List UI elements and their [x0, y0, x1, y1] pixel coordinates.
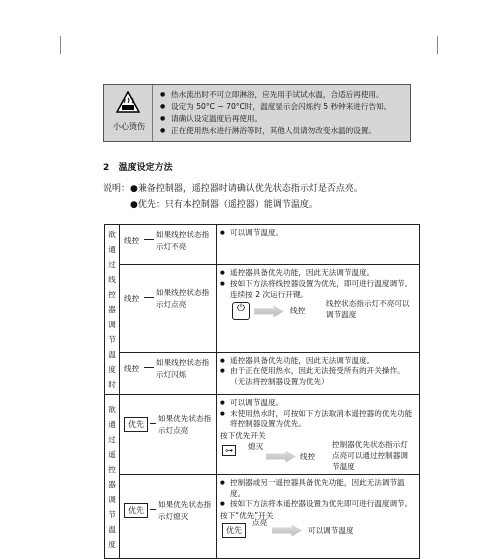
- crop-mark-right: [437, 36, 438, 54]
- action-extra: 按下“优先”开关: [220, 510, 274, 520]
- mode-cond: 如果优先状态指示灯点亮: [158, 414, 212, 435]
- mode-cell: [120, 265, 217, 352]
- action-item: ● 由于正在使用热水，因此无法接受所有的开关操作。（无法将控制器设置为优先）: [220, 366, 416, 387]
- mode-ctl-button: 优先: [124, 503, 148, 518]
- arrow-icon: [266, 451, 296, 463]
- crop-mark-left: [60, 36, 61, 54]
- mode-cell: [120, 475, 217, 559]
- mode-cond: 如果线控状态指示灯点亮: [156, 288, 210, 310]
- mode-ctl: 线控: [124, 236, 140, 245]
- action-item: ● 按如下方法将本遥控器设置为优先即可进行温度调节。: [220, 499, 416, 510]
- arrow-icon: [272, 525, 302, 537]
- mode-ctl-button: 优先: [124, 417, 148, 432]
- key-icon: ⊶: [222, 445, 236, 456]
- col-wired-text: 欲通过线控器调节温度时: [108, 230, 116, 389]
- mode-cond: 如果线控状态指示灯不亮: [156, 230, 210, 251]
- warning-item: ● 热水流出时不可立即淋浴，应先用手试试水温，合适后再使用。: [160, 89, 410, 101]
- section-heading: [103, 160, 173, 173]
- action-extra: 连续按 2 次运行开键。: [230, 290, 309, 300]
- temperature-table: [104, 224, 420, 559]
- mode-cell: [120, 395, 217, 475]
- mode-dash: [144, 367, 154, 368]
- col-remote-text: 欲通过遥控器调节温度: [108, 404, 116, 549]
- action-item: ● 未使用热水时，可按如下方法取消本遥控器的优先功能将控制器设置为优先。: [220, 409, 416, 430]
- warning-icon-cell: [104, 85, 153, 141]
- target-text: 线控状态指示灯不亮可以调节温度: [326, 299, 410, 320]
- warning-item: ● 设定为 50°C ~ 70°C时，温度显示会闪烁约 5 秒钟来进行告知。: [160, 101, 410, 113]
- section-number: 2: [103, 163, 110, 173]
- mode-dash: [144, 239, 154, 240]
- mode-cell: [120, 225, 217, 265]
- mode-dash: [150, 509, 156, 510]
- target-text: 可以调节温度: [308, 525, 354, 535]
- action-cell: [217, 352, 420, 395]
- hot-water-warning-icon: [116, 91, 140, 113]
- action-item: ● 遥控器具备优先功能，因此无法调节温度。: [220, 268, 416, 279]
- action-extra: 按下优先开关: [220, 430, 266, 440]
- mode-dash: [144, 297, 154, 298]
- section-title: 温度设定方法: [118, 163, 173, 173]
- note-line-1: 说明：●兼备控制器，遥控器时请确认优先状态指示灯是否点亮。: [103, 184, 363, 194]
- action-item: ● 按如下方法将线控器设置为优先，即可进行温度调节。: [220, 279, 416, 290]
- note-line-2: ●优先：只有本控制器（遥控器）能调节温度。: [130, 200, 318, 210]
- mode-ctl: 线控: [124, 363, 140, 373]
- mode-dash: [150, 423, 156, 424]
- action-item: ● 遥控器具备优先功能，因此无法调节温度。: [220, 356, 416, 367]
- power-button-icon: ⏻: [232, 302, 250, 320]
- priority-button-icon: 优先: [222, 523, 246, 538]
- warning-item: ● 正在使用热水进行淋浴等时，其他人员请勿改变水温的设置。: [160, 125, 410, 137]
- mode-ctl: 线控: [124, 294, 140, 304]
- action-cell: [217, 475, 420, 559]
- target-ctl: 线控: [300, 451, 316, 461]
- action-cell: [217, 265, 420, 352]
- mode-cell: [120, 352, 217, 395]
- warning-item: ● 请确认设定温度后再使用。: [160, 113, 410, 125]
- col-remote-label: [105, 395, 120, 559]
- col-wired-label: [105, 225, 120, 395]
- action-cell: [217, 225, 420, 265]
- mode-cond: 如果线控状态指示灯闪烁: [156, 357, 210, 379]
- action-item: ● 可以调节温度。: [220, 228, 416, 239]
- action-item: ● 可以调节温度。: [220, 398, 416, 409]
- hint-text: 点亮: [252, 517, 268, 527]
- warning-list: [160, 89, 410, 137]
- warning-box: [103, 84, 411, 142]
- warning-label: 小心烫伤: [113, 122, 145, 131]
- mode-cond: 如果优先状态指示灯熄灭: [158, 500, 212, 521]
- hint-text: 熄灭: [248, 441, 264, 451]
- arrow-icon: [254, 305, 284, 317]
- target-ctl: 线控: [290, 306, 306, 316]
- target-text: 控制器优先状态指示灯点亮可以通过控制器调节温度: [332, 439, 408, 471]
- action-cell: [217, 395, 420, 475]
- action-item: ● 控制器或另一遥控器具备优先功能，因此无法调节温度。: [220, 478, 416, 499]
